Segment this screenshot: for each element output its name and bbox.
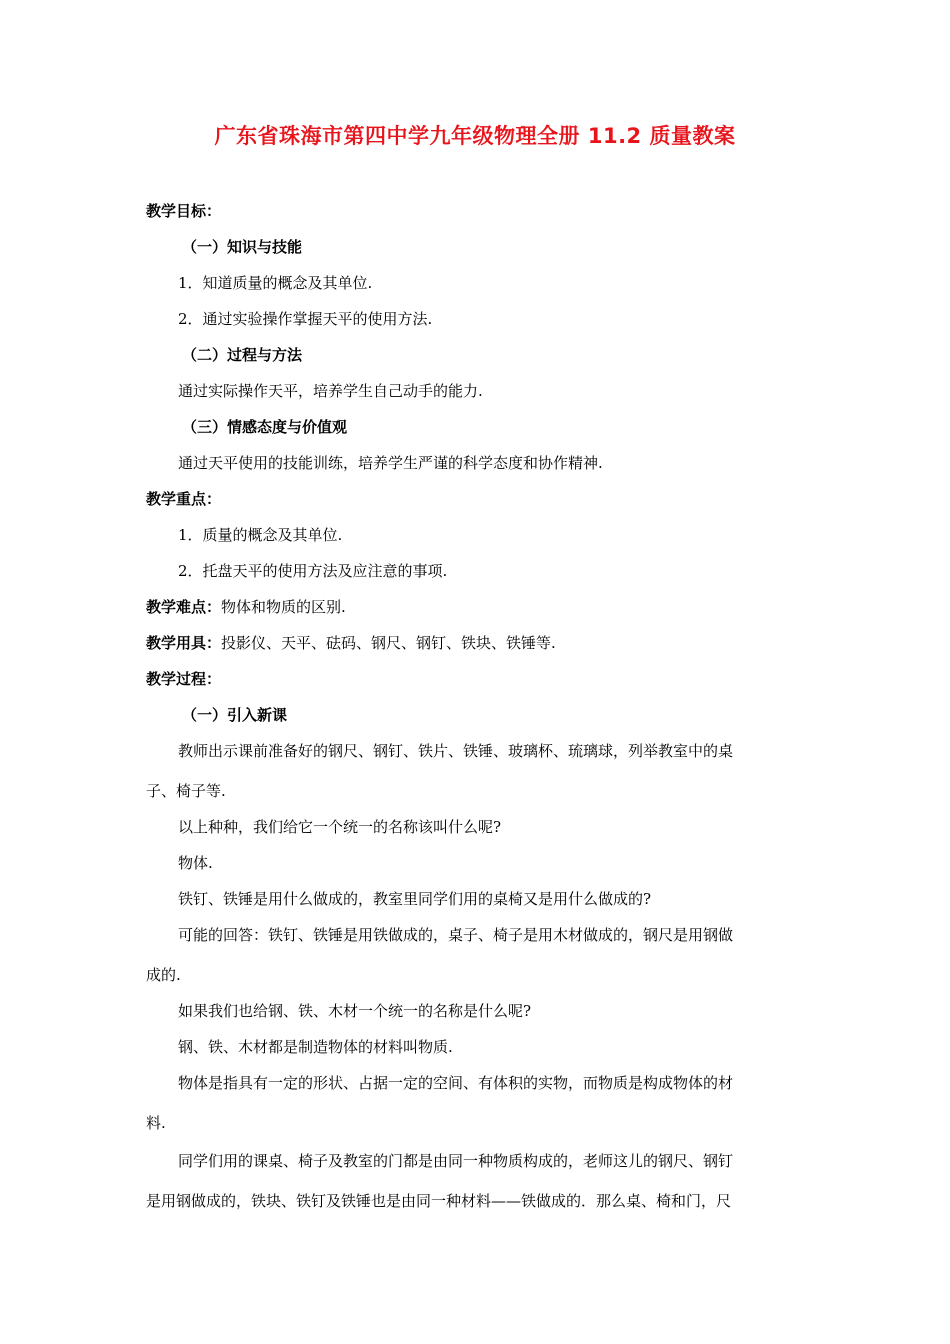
intro-heading: （一）引入新课: [182, 706, 288, 724]
difficulty-text: 物体和物质的区别.: [221, 598, 346, 616]
body-line: 子、椅子等.: [146, 782, 226, 800]
knowledge-skills-heading: （一）知识与技能: [182, 238, 303, 256]
key-points-heading: 教学重点：: [146, 490, 222, 508]
difficulty-line: [146, 596, 346, 617]
body-line: 以上种种，我们给它一个统一的名称该叫什么呢?: [178, 818, 502, 836]
attitude-values-text: 通过天平使用的技能训练，培养学生严谨的科学态度和协作精神.: [178, 454, 603, 472]
body-line: 钢、铁、木材都是制造物体的材料叫物质.: [178, 1038, 453, 1056]
process-heading: 教学过程：: [146, 670, 222, 688]
process-method-heading: （二）过程与方法: [182, 346, 303, 364]
objectives-heading: 教学目标：: [146, 202, 222, 220]
objective-item: 1．知道质量的概念及其单位.: [178, 274, 373, 292]
process-method-text: 通过实际操作天平，培养学生自己动手的能力.: [178, 382, 483, 400]
attitude-values-heading: （三）情感态度与价值观: [182, 418, 348, 436]
body-line: 物体是指具有一定的形状、占据一定的空间、有体积的实物，而物质是构成物体的材: [178, 1074, 734, 1092]
difficulty-label: 教学难点：: [146, 598, 222, 616]
body-line: 成的.: [146, 966, 181, 984]
body-line: 同学们用的课桌、椅子及教室的门都是由同一种物质构成的，老师这儿的钢尺、钢钉: [178, 1152, 734, 1170]
tools-text: 投影仪、天平、砝码、钢尺、钢钉、铁块、铁锤等.: [221, 634, 556, 652]
document-title: 广东省珠海市第四中学九年级物理全册 11.2 质量教案: [214, 124, 736, 148]
objective-item: 2．通过实验操作掌握天平的使用方法.: [178, 310, 433, 328]
body-line: 如果我们也给钢、铁、木材一个统一的名称是什么呢?: [178, 1002, 532, 1020]
body-line: 铁钉、铁锤是用什么做成的，教室里同学们用的桌椅又是用什么做成的?: [178, 890, 652, 908]
tools-label: 教学用具：: [146, 634, 222, 652]
body-line: 可能的回答：铁钉、铁锤是用铁做成的，桌子、椅子是用木材做成的，钢尺是用钢做: [178, 926, 734, 944]
key-point-item: 1．质量的概念及其单位.: [178, 526, 343, 544]
key-point-item: 2．托盘天平的使用方法及应注意的事项.: [178, 562, 448, 580]
body-line: 物体.: [178, 854, 213, 872]
tools-line: [146, 632, 556, 653]
body-line: 是用钢做成的，铁块、铁钉及铁锤也是由同一种材料——铁做成的．那么桌、椅和门，尺: [146, 1192, 732, 1210]
body-line: 料.: [146, 1114, 166, 1132]
body-line: 教师出示课前准备好的钢尺、钢钉、铁片、铁锤、玻璃杯、琉璃球，列举教室中的桌: [178, 742, 734, 760]
